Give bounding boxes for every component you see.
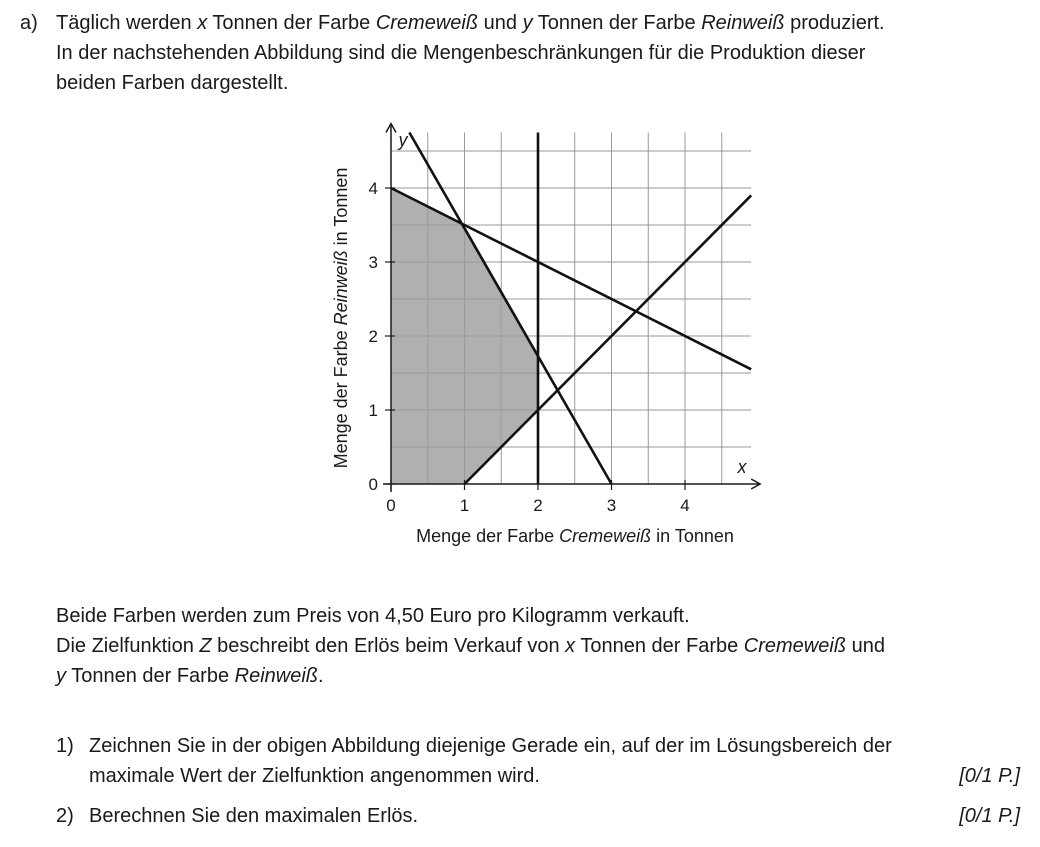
y-tick-label: 4 <box>368 179 378 198</box>
x-tick-label: 3 <box>606 496 617 515</box>
y-axis-name: y <box>398 130 408 150</box>
y-tick-label: 3 <box>368 253 378 272</box>
description-line: Beide Farben werden zum Preis von 4,50 Euro pro Kilogramm verkauft. <box>56 605 690 627</box>
x-tick-label: 2 <box>533 496 543 515</box>
x-tick-label: 0 <box>386 496 396 515</box>
x-tick-label: 4 <box>680 496 690 515</box>
y-axis-title: Menge der Farbe Reinweiß in Tonnen <box>331 167 351 469</box>
y-tick-label: 2 <box>368 327 378 346</box>
points-label: [0/1 P.] <box>959 765 1020 787</box>
description-line: y Tonnen der Farbe Reinweiß. <box>56 665 324 687</box>
points-label: [0/1 P.] <box>959 805 1020 827</box>
intro-line: beiden Farben dargestellt. <box>56 72 289 94</box>
x-axis-name: x <box>737 457 747 477</box>
description-line: Die Zielfunktion Z beschreibt den Erlös beim Verkauf von x Tonnen der Farbe Cremeweiß und <box>56 635 885 657</box>
x-axis-title: Menge der Farbe Cremeweiß in Tonnen <box>416 526 734 546</box>
question-text: maximale Wert der Zielfunktion angenommen wird. <box>89 765 540 787</box>
y-tick-label: 0 <box>368 475 378 494</box>
task-description <box>56 601 885 691</box>
x-tick-label: 1 <box>459 496 470 515</box>
question-number: 1) <box>56 735 74 757</box>
intro-line: Täglich werden x Tonnen der Farbe Cremeweiß und y Tonnen der Farbe Reinweiß produziert. <box>56 12 885 34</box>
question-number: 2) <box>56 805 74 827</box>
y-tick-label: 1 <box>368 401 378 420</box>
intro-line: In der nachstehenden Abbildung sind die Mengenbeschränkungen für die Produktion dieser <box>56 42 866 64</box>
task-label: a) <box>20 12 38 34</box>
question-text: Berechnen Sie den maximalen Erlös. <box>89 805 419 827</box>
question-text: Zeichnen Sie in der obigen Abbildung diejenige Gerade ein, auf der im Lösungsbereich der <box>89 735 892 757</box>
